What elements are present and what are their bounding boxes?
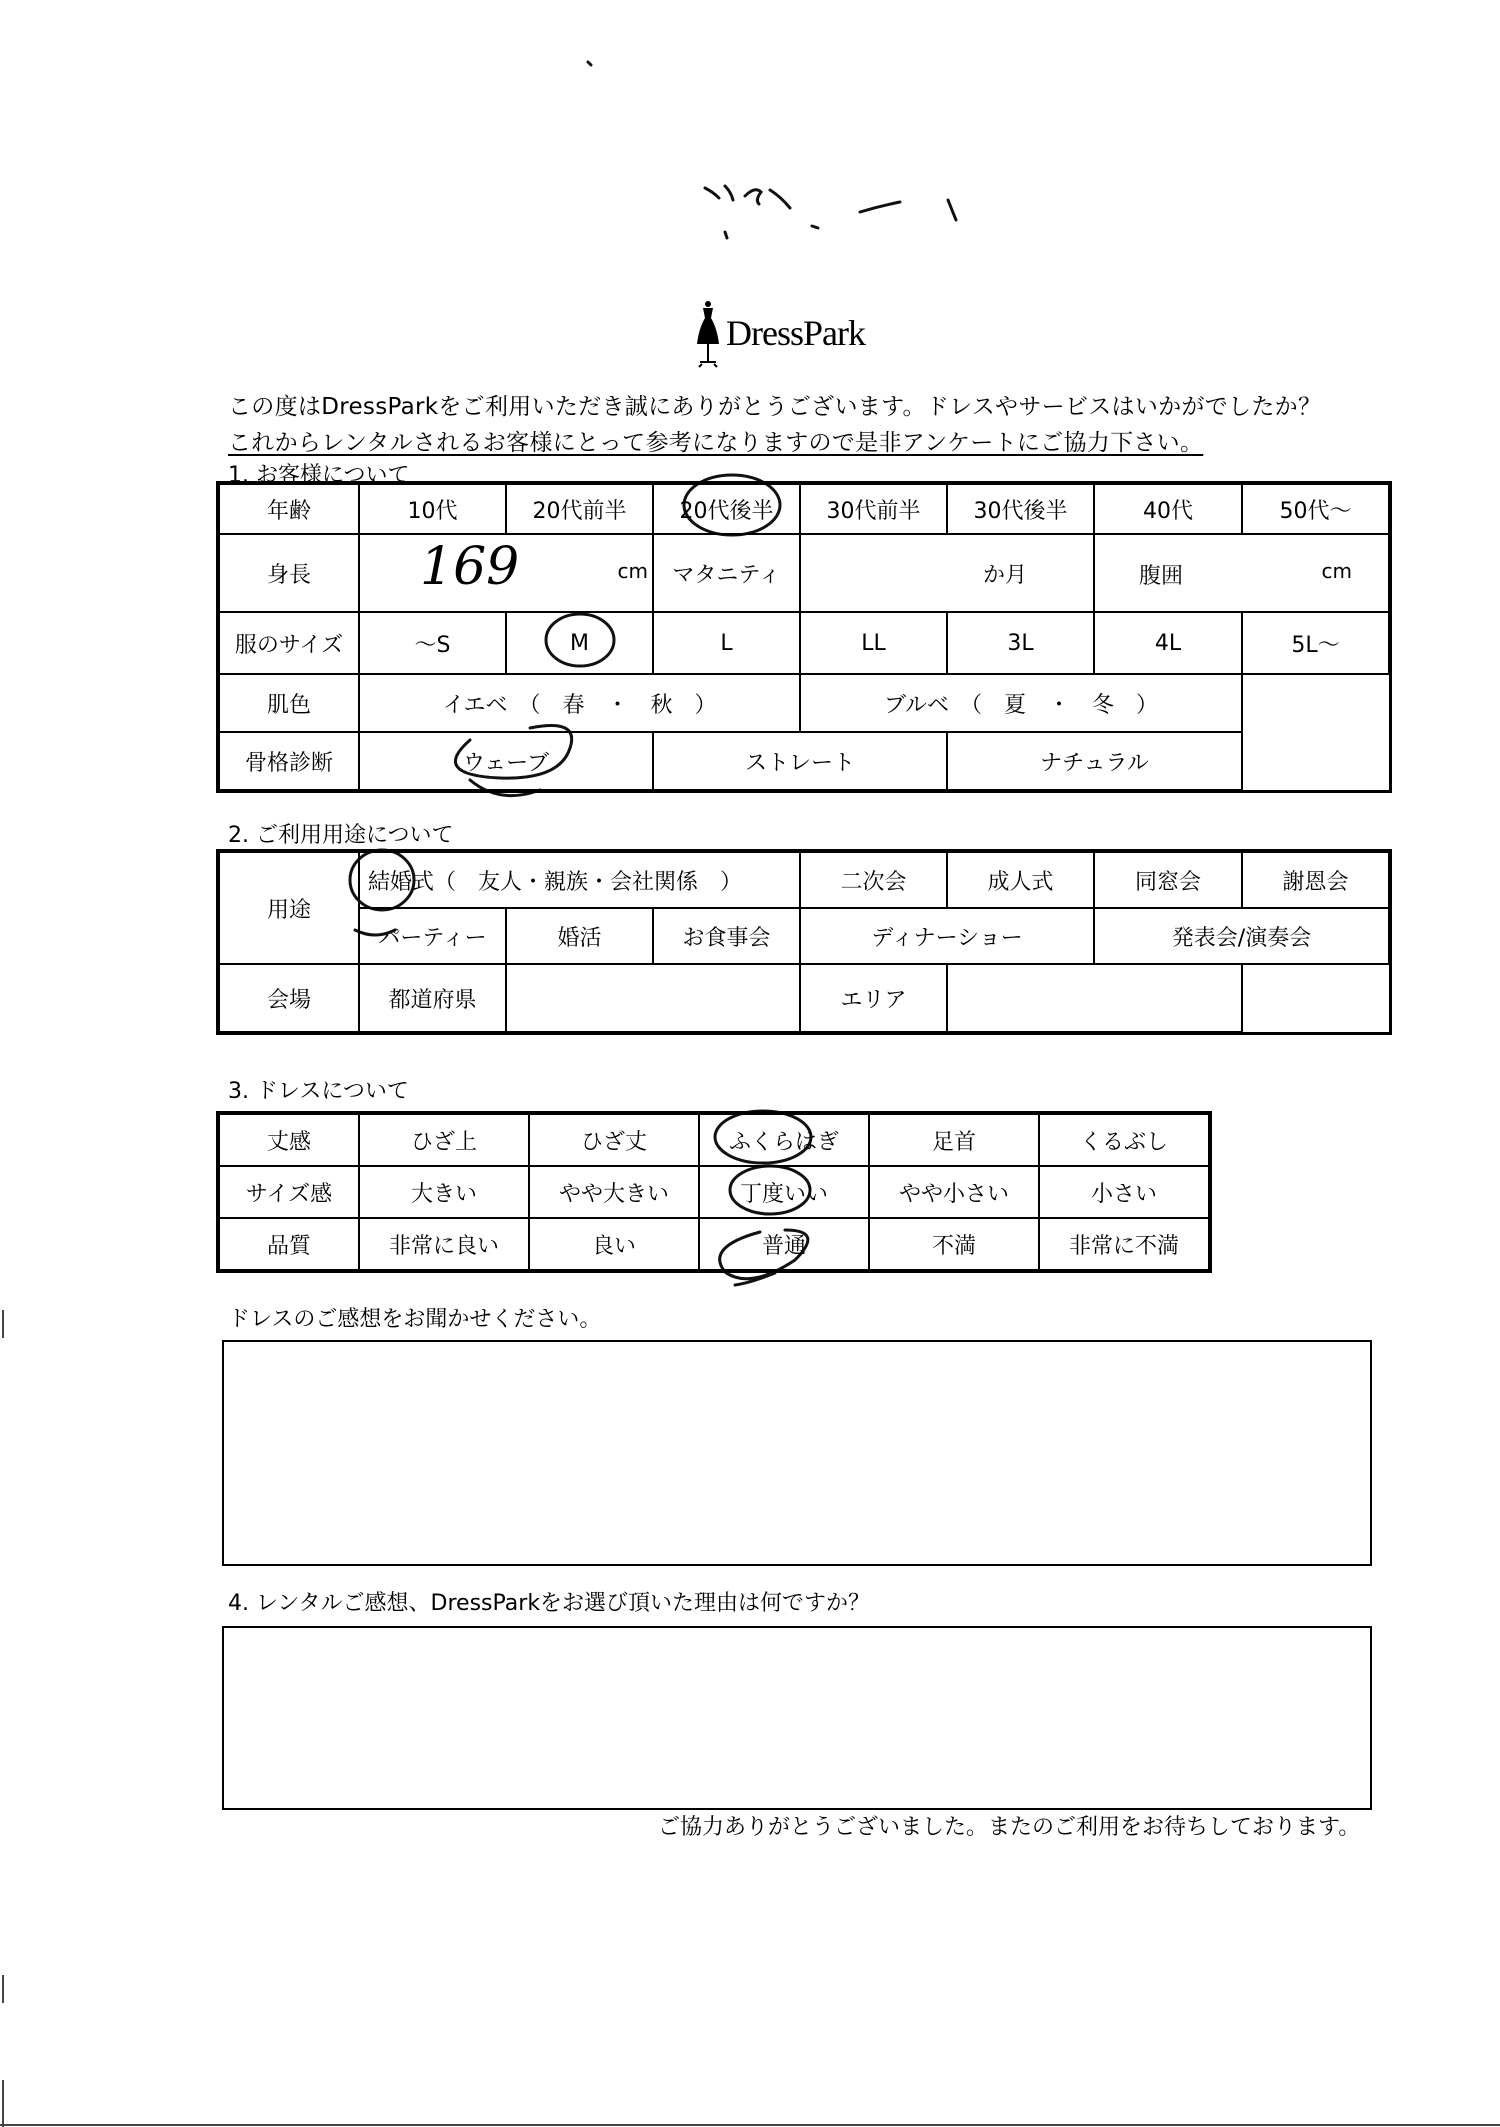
quality-row xyxy=(219,1218,1209,1270)
size-option[interactable]: L xyxy=(653,612,800,674)
section-2-title: 2. ご利用用途について xyxy=(228,823,454,848)
prefecture-input[interactable] xyxy=(506,964,800,1032)
skin-label: 肌色 xyxy=(219,674,359,732)
length-option[interactable]: 足首 xyxy=(869,1114,1039,1166)
waist-label: 腹囲 xyxy=(1139,564,1184,589)
age-option-selected[interactable]: 20代後半 xyxy=(653,484,800,534)
length-row xyxy=(219,1114,1209,1166)
fit-option[interactable]: やや小さい xyxy=(869,1166,1039,1218)
size-option[interactable]: LL xyxy=(800,612,947,674)
fit-option[interactable]: やや大きい xyxy=(529,1166,699,1218)
section-4-title: 4. レンタルご感想、DressParkをお選び頂いた理由は何ですか？ xyxy=(228,1591,871,1616)
purpose-option[interactable]: 二次会 xyxy=(800,852,947,908)
height-field[interactable] xyxy=(359,534,653,612)
purpose-wedding-selected[interactable]: 結婚式（ 友人・親族・会社関係 ） xyxy=(359,852,800,908)
maternity-months-field[interactable] xyxy=(800,534,1094,612)
age-option[interactable]: 30代前半 xyxy=(800,484,947,534)
impression-textarea[interactable] xyxy=(222,1340,1372,1566)
skin-yellow-option[interactable]: イエベ （ 春 ・ 秋 ） xyxy=(359,674,800,732)
prefecture-label: 都道府県 xyxy=(359,964,506,1032)
customer-info-table xyxy=(218,483,1390,791)
purpose-row-2 xyxy=(219,908,1389,964)
venue-row xyxy=(219,964,1389,1032)
age-option[interactable]: 10代 xyxy=(359,484,506,534)
maternity-label: マタニティ xyxy=(653,534,800,612)
length-option-selected[interactable]: ふくらはぎ xyxy=(699,1114,869,1166)
waist-field[interactable] xyxy=(1094,534,1389,612)
age-option[interactable]: 30代後半 xyxy=(947,484,1094,534)
length-option[interactable]: くるぶし xyxy=(1039,1114,1209,1166)
purpose-option[interactable]: お食事会 xyxy=(653,908,800,964)
area-input[interactable] xyxy=(947,964,1242,1032)
quality-label: 品質 xyxy=(219,1218,359,1270)
skin-row xyxy=(219,674,1389,732)
section-3-title: 3. ドレスについて xyxy=(228,1079,409,1104)
dresspark-logo xyxy=(690,298,920,368)
frame-option-selected[interactable]: ウェーブ xyxy=(359,732,653,790)
purpose-option[interactable]: 発表会/演奏会 xyxy=(1094,908,1389,964)
venue-label: 会場 xyxy=(219,964,359,1032)
height-value: 169 xyxy=(420,537,520,597)
months-unit: か月 xyxy=(982,562,1027,588)
quality-option[interactable]: 不満 xyxy=(869,1218,1039,1270)
fit-label: サイズ感 xyxy=(219,1166,359,1218)
height-row xyxy=(219,534,1389,612)
scan-edge-mark xyxy=(2,1310,4,1338)
size-option-selected[interactable]: M xyxy=(506,612,653,674)
fit-option-selected[interactable]: 丁度いい xyxy=(699,1166,869,1218)
fit-row xyxy=(219,1166,1209,1218)
age-option[interactable]: 50代～ xyxy=(1242,484,1389,534)
impression-prompt: ドレスのご感想をお聞かせください。 xyxy=(228,1307,602,1332)
height-unit: cm xyxy=(617,559,648,583)
purpose-option[interactable]: 婚活 xyxy=(506,908,653,964)
purpose-option[interactable]: 成人式 xyxy=(947,852,1094,908)
reason-textarea[interactable] xyxy=(222,1626,1372,1810)
size-row xyxy=(219,612,1389,674)
size-option[interactable]: ～S xyxy=(359,612,506,674)
purpose-label: 用途 xyxy=(219,852,359,964)
frame-row xyxy=(219,732,1389,790)
frame-label: 骨格診断 xyxy=(219,732,359,790)
footer-thanks: ご協力ありがとうございました。またのご利用をお待ちしております。 xyxy=(658,1815,1361,1840)
waist-unit: cm xyxy=(1321,559,1352,583)
intro-line-1: この度はDressParkをご利用いただき誠にありがとうございます。ドレスやサービスはいかがでしたか？ xyxy=(228,394,1322,420)
scan-edge-mark xyxy=(2,2080,4,2127)
size-option[interactable]: 3L xyxy=(947,612,1094,674)
section-1-title: 1. お客様について xyxy=(228,463,410,488)
purpose-option[interactable]: 同窓会 xyxy=(1094,852,1242,908)
quality-option[interactable]: 非常に不満 xyxy=(1039,1218,1209,1270)
area-label: エリア xyxy=(800,964,947,1032)
size-option[interactable]: 5L～ xyxy=(1242,612,1389,674)
length-option[interactable]: ひざ丈 xyxy=(529,1114,699,1166)
purpose-row-1 xyxy=(219,852,1389,908)
quality-option-selected[interactable]: 普通 xyxy=(699,1218,869,1270)
size-label: 服のサイズ xyxy=(219,612,359,674)
dress-table xyxy=(218,1113,1210,1271)
quality-option[interactable]: 非常に良い xyxy=(359,1218,529,1270)
skin-blue-option[interactable]: ブルベ （ 夏 ・ 冬 ） xyxy=(800,674,1242,732)
purpose-option[interactable]: パーティー xyxy=(359,908,506,964)
age-option[interactable]: 20代前半 xyxy=(506,484,653,534)
fit-option[interactable]: 小さい xyxy=(1039,1166,1209,1218)
quality-option[interactable]: 良い xyxy=(529,1218,699,1270)
scan-bottom-edge xyxy=(0,2124,1500,2126)
frame-option[interactable]: ナチュラル xyxy=(947,732,1242,790)
purpose-option[interactable]: 謝恩会 xyxy=(1242,852,1389,908)
scan-edge-mark xyxy=(2,1975,4,2003)
purpose-option[interactable]: ディナーショー xyxy=(800,908,1094,964)
intro-line-2: これからレンタルされるお客様にとって参考になりますので是非アンケートにご協力下さい。 xyxy=(228,430,1204,456)
age-row xyxy=(219,484,1389,534)
length-option[interactable]: ひざ上 xyxy=(359,1114,529,1166)
frame-option[interactable]: ストレート xyxy=(653,732,947,790)
height-label: 身長 xyxy=(219,534,359,612)
fit-option[interactable]: 大きい xyxy=(359,1166,529,1218)
age-label: 年齢 xyxy=(219,484,359,534)
age-option[interactable]: 40代 xyxy=(1094,484,1242,534)
length-label: 丈感 xyxy=(219,1114,359,1166)
size-option[interactable]: 4L xyxy=(1094,612,1242,674)
purpose-table xyxy=(218,851,1390,1033)
dress-form-icon xyxy=(690,298,726,368)
logo-text: DressPark xyxy=(726,313,865,353)
